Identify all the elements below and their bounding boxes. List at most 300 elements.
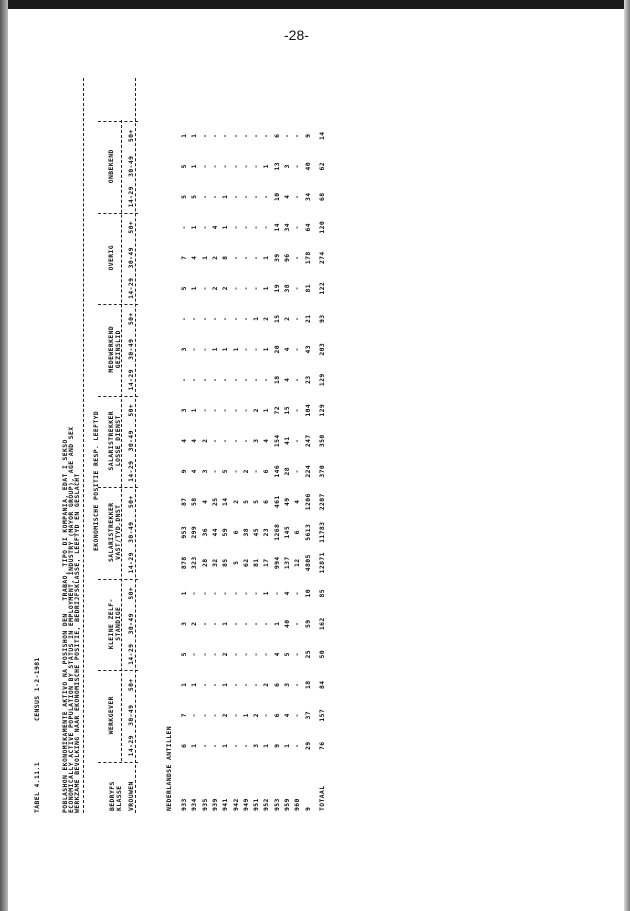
table-cell: 1	[180, 133, 188, 138]
table-cell: -	[293, 621, 302, 626]
table-cell: -	[221, 591, 230, 596]
table-cell: 34	[304, 192, 312, 201]
age-header: 14-29	[127, 369, 135, 391]
age-header: 14-29	[127, 186, 135, 208]
age-header: 50+	[127, 129, 135, 143]
table-cell: 12871	[318, 552, 326, 574]
table-cell: -	[231, 377, 240, 382]
table-cell: -	[293, 652, 302, 657]
group-header-sub: LOSSE DIENST	[114, 415, 122, 467]
table-cell: 4805	[304, 554, 312, 572]
table-cell: -	[210, 591, 219, 596]
section-label: NEDERLANDSE ANTILLEN	[165, 726, 173, 811]
table-row-code: 949	[241, 798, 250, 811]
table-cell: 2	[200, 438, 209, 443]
table-cell: -	[283, 133, 291, 138]
table-cell: 4	[190, 438, 199, 443]
table-cell: -	[293, 316, 302, 321]
age-header: 50+	[127, 220, 135, 234]
table-cell: -	[210, 377, 219, 382]
table-cell: -	[190, 316, 199, 321]
group-header: ONBEKEND	[107, 149, 115, 184]
table-cell: 14	[221, 497, 230, 506]
table-cell: 76	[318, 741, 326, 750]
rule	[83, 78, 84, 813]
rule	[121, 121, 122, 762]
table-cell: 1	[262, 347, 271, 352]
table-cell: -	[241, 682, 250, 687]
table-cell: -	[241, 743, 250, 748]
table-cell: 39	[272, 253, 281, 262]
table-cell: 23	[304, 375, 312, 384]
table-cell: -	[262, 194, 271, 199]
table-cell: 23	[262, 528, 271, 537]
table-cell: 17	[262, 558, 271, 567]
table-cell: 4	[190, 469, 199, 474]
table-row-code: 939	[210, 798, 219, 811]
table-cell: 11783	[318, 521, 326, 543]
table-cell: -	[210, 164, 219, 169]
table-cell: 2	[190, 621, 199, 626]
age-header: 30-49	[127, 613, 135, 635]
table-cell: 2	[241, 469, 250, 474]
table-cell: 19	[272, 284, 281, 293]
group-header: MEDEWERKEND	[107, 325, 115, 373]
table-cell: 104	[304, 403, 312, 417]
table-cell: 28	[283, 467, 291, 476]
group-header: KLEINE ZELF-	[107, 598, 115, 650]
table-cell: 40	[283, 619, 291, 628]
table-cell: -	[262, 225, 271, 230]
table-cell: 1	[190, 133, 199, 138]
table-cell: -	[210, 652, 219, 657]
table-row-code: 934	[190, 798, 199, 811]
table-cell: 1	[252, 316, 261, 321]
table-cell: -	[241, 164, 250, 169]
table-cell: -	[200, 286, 209, 291]
table-cell: 87	[180, 497, 188, 506]
table-cell: 64	[304, 223, 312, 232]
table-cell: -	[262, 133, 271, 138]
table-cell: 122	[318, 281, 326, 295]
table-cell: 247	[304, 434, 312, 448]
table-cell: 461	[272, 495, 281, 509]
table-cell: 3	[252, 438, 261, 443]
table-cell: -	[210, 743, 219, 748]
table-cell: 5	[241, 499, 250, 504]
column-divider	[98, 671, 138, 672]
table-cell: -	[293, 743, 302, 748]
table-cell: 2207	[318, 493, 326, 511]
table-cell: 1	[262, 408, 271, 413]
table-cell: -	[180, 225, 188, 230]
table-cell: -	[231, 469, 240, 474]
table-cell: 1	[221, 682, 230, 687]
table-cell: -	[231, 286, 240, 291]
table-cell: -	[241, 438, 250, 443]
table-cell: 4	[190, 255, 199, 260]
table-cell: 85	[318, 589, 326, 598]
table-cell: -	[231, 682, 240, 687]
age-header: 14-29	[127, 735, 135, 757]
subtotal-row-code: 9	[304, 806, 312, 811]
table-cell: 3	[200, 469, 209, 474]
table-cell: 2	[210, 255, 219, 260]
table-cell: -	[293, 713, 302, 718]
table-cell: -	[210, 438, 219, 443]
table-row-code: 933	[180, 798, 188, 811]
table-cell: -	[231, 194, 240, 199]
table-cell: 81	[304, 284, 312, 293]
table-cell: 93	[318, 314, 326, 323]
age-header: 14-29	[127, 643, 135, 665]
age-header: 14-29	[127, 460, 135, 482]
table-cell: 145	[283, 525, 291, 539]
table-cell: 13	[272, 162, 281, 171]
table-cell: -	[231, 652, 240, 657]
table-cell: -	[180, 316, 188, 321]
table-cell: 85	[221, 558, 230, 567]
table-cell: 5	[180, 652, 188, 657]
table-cell: 146	[272, 464, 281, 478]
table-cell: 12	[293, 558, 302, 567]
table-cell: -	[231, 255, 240, 260]
table-cell: 59	[304, 619, 312, 628]
table-cell: 1	[262, 164, 271, 169]
table-cell: 4	[283, 713, 291, 718]
age-header: 50+	[127, 495, 135, 509]
table-cell: 25	[304, 650, 312, 659]
table-cell: -	[241, 255, 250, 260]
table-cell: 3	[180, 347, 188, 352]
column-divider	[98, 213, 138, 214]
table-cell: 129	[318, 373, 326, 387]
table-cell: -	[231, 133, 240, 138]
table-cell: 20	[272, 345, 281, 354]
table-cell: -	[210, 621, 219, 626]
table-cell: -	[272, 591, 281, 596]
age-header: 50+	[127, 312, 135, 326]
table-cell: 2	[262, 682, 271, 687]
table-cell: 5	[252, 499, 261, 504]
table-cell: 3	[283, 164, 291, 169]
table-cell: 1	[221, 225, 230, 230]
table-cell: 6	[262, 469, 271, 474]
table-cell: -	[293, 682, 302, 687]
table-cell: 1	[221, 347, 230, 352]
table-row-code: 952	[262, 798, 271, 811]
table-cell: -	[221, 133, 230, 138]
table-cell: -	[252, 469, 261, 474]
table-cell: 4	[272, 652, 281, 657]
table-cell: 4	[283, 194, 291, 199]
table-cell: 224	[304, 464, 312, 478]
table-cell: -	[293, 469, 302, 474]
table-cell: 1268	[272, 523, 281, 541]
table-cell: -	[252, 255, 261, 260]
table-cell: 14	[272, 223, 281, 232]
table-cell: -	[293, 194, 302, 199]
table-cell: -	[231, 316, 240, 321]
table-cell: 1	[231, 347, 240, 352]
table-cell: -	[252, 225, 261, 230]
table-cell: 6	[272, 713, 281, 718]
table-cell: -	[293, 591, 302, 596]
group-header-sub: STANDIGE	[114, 606, 122, 641]
age-header: 30-49	[127, 704, 135, 726]
table-cell: -	[200, 621, 209, 626]
table-cell: -	[190, 652, 199, 657]
table-cell: -	[293, 408, 302, 413]
table-cell: 7	[180, 255, 188, 260]
table-cell: 4	[283, 347, 291, 352]
table-cell: 2	[210, 286, 219, 291]
table-cell: 178	[304, 251, 312, 265]
table-cell: 38	[241, 528, 250, 537]
table-cell: -	[190, 713, 199, 718]
table-cell: -	[241, 408, 250, 413]
table-cell: -	[190, 347, 199, 352]
super-header: EKONOMISCHE POSITIE RESP. LEEFTYD	[92, 410, 100, 551]
table-cell: 5613	[304, 523, 312, 541]
table-cell: 6	[272, 133, 281, 138]
table-cell: 1	[210, 347, 219, 352]
table-cell: -	[293, 286, 302, 291]
sex-label: VROUWEN	[127, 781, 135, 811]
table-cell: 5	[190, 194, 199, 199]
table-cell: -	[252, 133, 261, 138]
table-cell: 15	[272, 314, 281, 323]
table-cell: 1	[241, 713, 250, 718]
group-header: SALARISTREKKER	[107, 411, 115, 471]
age-header: 50+	[127, 403, 135, 417]
table-cell: 40	[304, 162, 312, 171]
table-cell: 50	[318, 650, 326, 659]
table-cell: 1	[262, 286, 271, 291]
table-cell: 72	[272, 406, 281, 415]
table-cell: 203	[318, 342, 326, 356]
table-cell: 6	[180, 743, 188, 748]
table-cell: -	[241, 591, 250, 596]
table-cell: -	[200, 652, 209, 657]
table-row-code: 953	[272, 798, 281, 811]
table-cell: -	[231, 164, 240, 169]
table-cell: 59	[221, 528, 230, 537]
table-cell: 10	[272, 192, 281, 201]
table-row-code: 951	[252, 798, 261, 811]
table-cell: -	[262, 621, 271, 626]
table-cell: 81	[252, 558, 261, 567]
table-cell: -	[200, 164, 209, 169]
census-label: CENSUS 1-2-1981	[33, 657, 41, 721]
table-cell: 5	[231, 560, 240, 565]
table-cell: 1	[262, 743, 271, 748]
table-cell: -	[221, 408, 230, 413]
column-divider	[98, 396, 138, 397]
table-cell: -	[200, 743, 209, 748]
table-cell: 5	[180, 194, 188, 199]
table-cell: -	[262, 652, 271, 657]
table-cell: -	[252, 621, 261, 626]
table-cell: 2	[221, 713, 230, 718]
table-cell: 41	[283, 436, 291, 445]
column-divider	[98, 488, 138, 489]
age-header: 30-49	[127, 521, 135, 543]
table-cell: 1	[221, 743, 230, 748]
table-cell: -	[231, 621, 240, 626]
table-cell: -	[241, 652, 250, 657]
table-cell: 2	[252, 408, 261, 413]
table-cell: -	[210, 316, 219, 321]
table-cell: -	[293, 164, 302, 169]
table-cell: 162	[318, 617, 326, 631]
table-cell: 2	[262, 316, 271, 321]
table-row-code: 959	[283, 798, 291, 811]
table-cell: -	[241, 347, 250, 352]
table-cell: 154	[272, 434, 281, 448]
table-cell: 28	[200, 558, 209, 567]
table-cell: 18	[304, 680, 312, 689]
table-cell: 2	[231, 499, 240, 504]
table-cell: -	[210, 469, 219, 474]
table-cell: 38	[283, 284, 291, 293]
age-header: 14-29	[127, 552, 135, 574]
table-cell: -	[200, 408, 209, 413]
group-header-sub: GEZINSLID	[114, 330, 122, 369]
table-cell: 32	[210, 558, 219, 567]
table-cell: 9	[304, 133, 312, 138]
table-cell: -	[200, 133, 209, 138]
table-cell: -	[231, 225, 240, 230]
table-cell: 25	[210, 497, 219, 506]
table-cell: 44	[210, 528, 219, 537]
table-cell: -	[252, 682, 261, 687]
table-row-code: 942	[231, 798, 240, 811]
table-cell: 1	[221, 621, 230, 626]
table-cell: -	[210, 194, 219, 199]
table-cell: 137	[283, 556, 291, 570]
table-cell: 8	[221, 255, 230, 260]
table-cell: 4	[293, 499, 302, 504]
table-cell: -	[190, 377, 199, 382]
table-cell: 6	[231, 530, 240, 535]
table-cell: 5	[283, 652, 291, 657]
table-cell: -	[252, 194, 261, 199]
table-cell: 1206	[304, 493, 312, 511]
table-cell: 1	[262, 255, 271, 260]
table-cell: 18	[272, 375, 281, 384]
table-cell: 1	[200, 255, 209, 260]
table-cell: -	[252, 164, 261, 169]
table-id: TABEL 4.11.1	[33, 762, 41, 813]
table-cell: 3	[180, 621, 188, 626]
table-cell: -	[241, 377, 250, 382]
table-cell: 62	[318, 162, 326, 171]
table-cell: -	[200, 316, 209, 321]
table-cell: 323	[190, 556, 199, 570]
table-cell: -	[200, 591, 209, 596]
table-cell: -	[221, 377, 230, 382]
table-cell: 9	[180, 469, 188, 474]
table-cell: 84	[318, 680, 326, 689]
table-cell: 1	[190, 164, 199, 169]
table-cell: 7	[180, 713, 188, 718]
table-cell: 120	[318, 220, 326, 234]
table-row-code: 941	[221, 798, 230, 811]
table-cell: 274	[318, 251, 326, 265]
table-cell: -	[210, 408, 219, 413]
total-row-code: TOTAAL	[318, 785, 326, 811]
table-cell: -	[200, 194, 209, 199]
table-cell: -	[241, 133, 250, 138]
table-cell: -	[200, 347, 209, 352]
table-cell: 6	[262, 499, 271, 504]
table-cell: 350	[318, 434, 326, 448]
table-cell: -	[252, 286, 261, 291]
table-cell: 96	[283, 253, 291, 262]
table-cell: 994	[272, 556, 281, 570]
table-cell: -	[231, 408, 240, 413]
table-cell: 1	[180, 682, 188, 687]
table-cell: -	[241, 225, 250, 230]
table-cell: 1	[180, 591, 188, 596]
table-cell: 68	[318, 192, 326, 201]
group-header: WERKGEVER	[107, 696, 115, 735]
table-cell: 2	[221, 286, 230, 291]
table-cell: 157	[318, 708, 326, 722]
table-cell: 3	[252, 743, 261, 748]
rule	[135, 78, 136, 813]
table-cell: -	[210, 713, 219, 718]
table-cell: 4	[180, 438, 188, 443]
table-cell: -	[231, 743, 240, 748]
table-cell: 5	[180, 164, 188, 169]
row-header-1: BEDRYFS	[108, 781, 116, 811]
table-cell: -	[200, 713, 209, 718]
table-cell: -	[293, 438, 302, 443]
table-cell: 2	[221, 652, 230, 657]
column-divider	[98, 579, 138, 580]
table-cell: 878	[180, 556, 188, 570]
table-cell: -	[221, 438, 230, 443]
table-cell: -	[252, 591, 261, 596]
table-cell: -	[262, 377, 271, 382]
table-cell: -	[293, 133, 302, 138]
group-header: OVERIG	[107, 245, 115, 271]
table-cell: -	[231, 438, 240, 443]
age-header: 30-49	[127, 430, 135, 452]
table-cell: -	[231, 713, 240, 718]
table-cell: 2	[283, 316, 291, 321]
table-cell: -	[180, 377, 188, 382]
table-cell: 5	[221, 469, 230, 474]
table-cell: -	[293, 225, 302, 230]
table-cell: -	[293, 377, 302, 382]
table-cell: -	[200, 377, 209, 382]
table-cell: -	[262, 713, 271, 718]
table-cell: -	[221, 164, 230, 169]
table-cell: 1	[190, 286, 199, 291]
table-cell: 49	[283, 497, 291, 506]
table-cell: 1	[221, 194, 230, 199]
table-cell: 1	[190, 408, 199, 413]
table-cell: -	[252, 347, 261, 352]
table-cell: -	[241, 621, 250, 626]
table-cell: 9	[272, 743, 281, 748]
table-cell: -	[200, 225, 209, 230]
table-cell: 37	[304, 711, 312, 720]
title-line-1: POBLASHON EKONOMIKAMENTE AKTIVO NA POSISHON DEN TRABAO, TIPO DI KOMPANIA, EDAT I SEKSO	[61, 439, 69, 813]
